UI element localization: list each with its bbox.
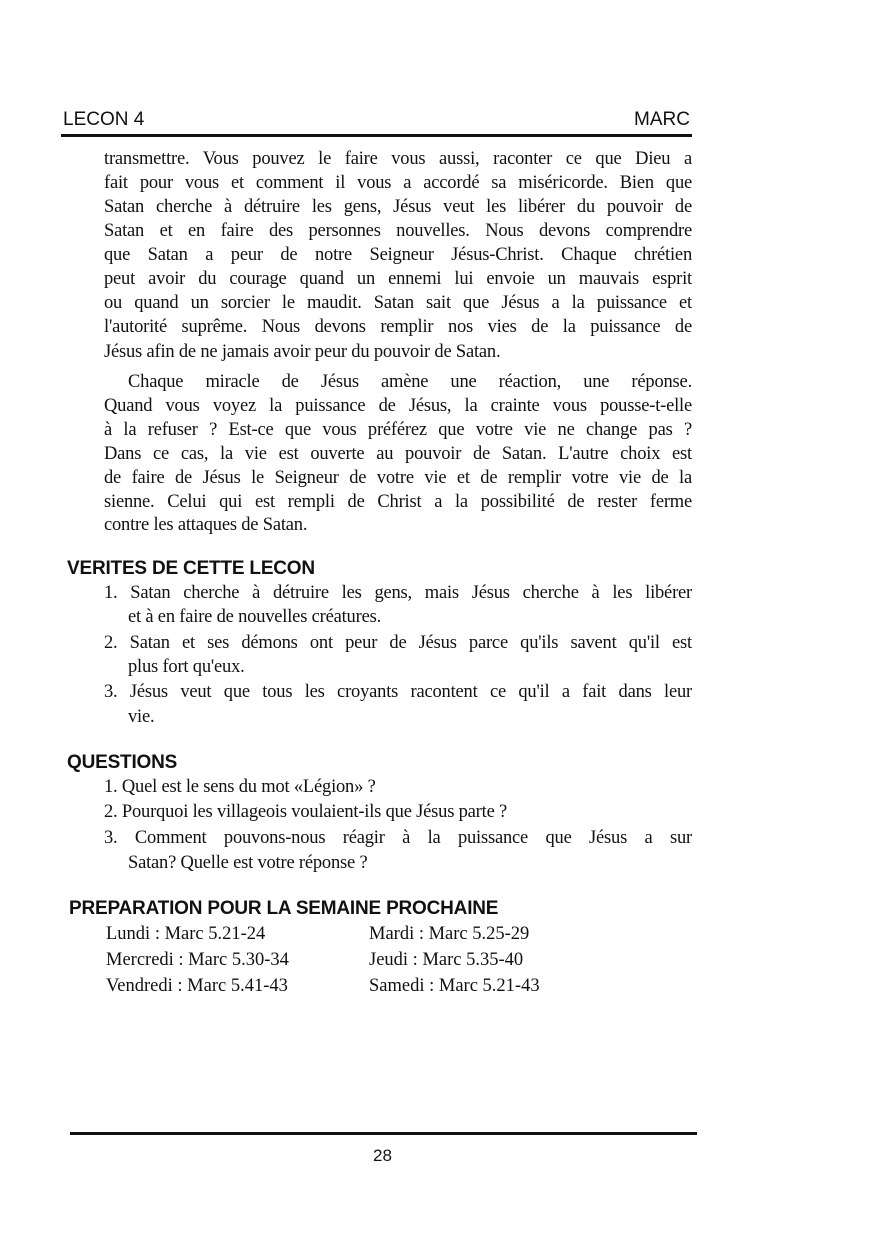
schedule-item: Vendredi : Marc 5.41-43 bbox=[106, 976, 288, 996]
text-line: à la refuser ? Est-ce que vous préférez que votre vie ne change pas ? bbox=[104, 420, 692, 440]
list-item: 2. Pourquoi les villageois voulaient-ils que Jésus parte ? bbox=[104, 802, 508, 822]
text-line: Jésus afin de ne jamais avoir peur du pouvoir de Satan. bbox=[104, 342, 501, 362]
text-line: Dans ce cas, la vie est ouverte au pouvoir de Satan. L'autre choix est bbox=[104, 444, 692, 464]
text-line: fait pour vous et comment il vous a accordé sa miséricorde. Bien que bbox=[104, 173, 692, 193]
list-item-continuation: et à en faire de nouvelles créatures. bbox=[128, 607, 382, 627]
schedule-item: Lundi : Marc 5.21-24 bbox=[106, 924, 266, 944]
preparation-heading: PREPARATION POUR LA SEMAINE PROCHAINE bbox=[69, 898, 499, 919]
text-line: contre les attaques de Satan. bbox=[104, 515, 308, 535]
list-item: 1. Satan cherche à détruire les gens, mais Jésus cherche à les libérer bbox=[104, 583, 692, 603]
questions-heading: QUESTIONS bbox=[67, 752, 178, 773]
schedule-item: Samedi : Marc 5.21-43 bbox=[369, 976, 540, 996]
text-line: Satan et en faire des personnes nouvelles. Nous devons comprendre bbox=[104, 221, 692, 241]
schedule-item: Jeudi : Marc 5.35-40 bbox=[369, 950, 524, 970]
schedule-item: Mardi : Marc 5.25-29 bbox=[369, 924, 530, 944]
list-item: 3. Comment pouvons-nous réagir à la puissance que Jésus a sur bbox=[104, 828, 692, 848]
footer-rule bbox=[70, 1132, 697, 1135]
text-line: sienne. Celui qui est rempli de Christ a la possibilité de rester ferme bbox=[104, 492, 692, 512]
text-line: l'autorité suprême. Nous devons remplir nos vies de la puissance de bbox=[104, 317, 692, 337]
list-item: 1. Quel est le sens du mot «Légion» ? bbox=[104, 777, 376, 797]
book-label: MARC bbox=[634, 109, 690, 130]
list-item-continuation: Satan? Quelle est votre réponse ? bbox=[128, 853, 368, 873]
list-item-continuation: plus fort qu'eux. bbox=[128, 657, 245, 677]
text-line: peut avoir du courage quand un ennemi lui envoie un mauvais esprit bbox=[104, 269, 692, 289]
page-number: 28 bbox=[373, 1146, 392, 1165]
lesson-label: LECON 4 bbox=[63, 109, 145, 130]
list-item-continuation: vie. bbox=[128, 707, 155, 727]
list-item: 2. Satan et ses démons ont peur de Jésus parce qu'ils savent qu'il est bbox=[104, 633, 692, 653]
schedule-item: Mercredi : Marc 5.30-34 bbox=[106, 950, 289, 970]
list-item: 3. Jésus veut que tous les croyants racontent ce qu'il a fait dans leur bbox=[104, 682, 692, 702]
text-line: Chaque miracle de Jésus amène une réaction, une réponse. bbox=[128, 372, 692, 392]
text-line: transmettre. Vous pouvez le faire vous aussi, raconter ce que Dieu a bbox=[104, 149, 692, 169]
text-line: que Satan a peur de notre Seigneur Jésus-Christ. Chaque chrétien bbox=[104, 245, 692, 265]
text-line: de faire de Jésus le Seigneur de votre vie et de remplir votre vie de la bbox=[104, 468, 692, 488]
header-rule bbox=[61, 134, 692, 137]
text-line: Quand vous voyez la puissance de Jésus, la crainte vous pousse-t-elle bbox=[104, 396, 692, 416]
truths-heading: VERITES DE CETTE LECON bbox=[67, 558, 315, 579]
text-line: ou quand un sorcier le maudit. Satan sait que Jésus a la puissance et bbox=[104, 293, 692, 313]
text-line: Satan cherche à détruire les gens, Jésus veut les libérer du pouvoir de bbox=[104, 197, 692, 217]
